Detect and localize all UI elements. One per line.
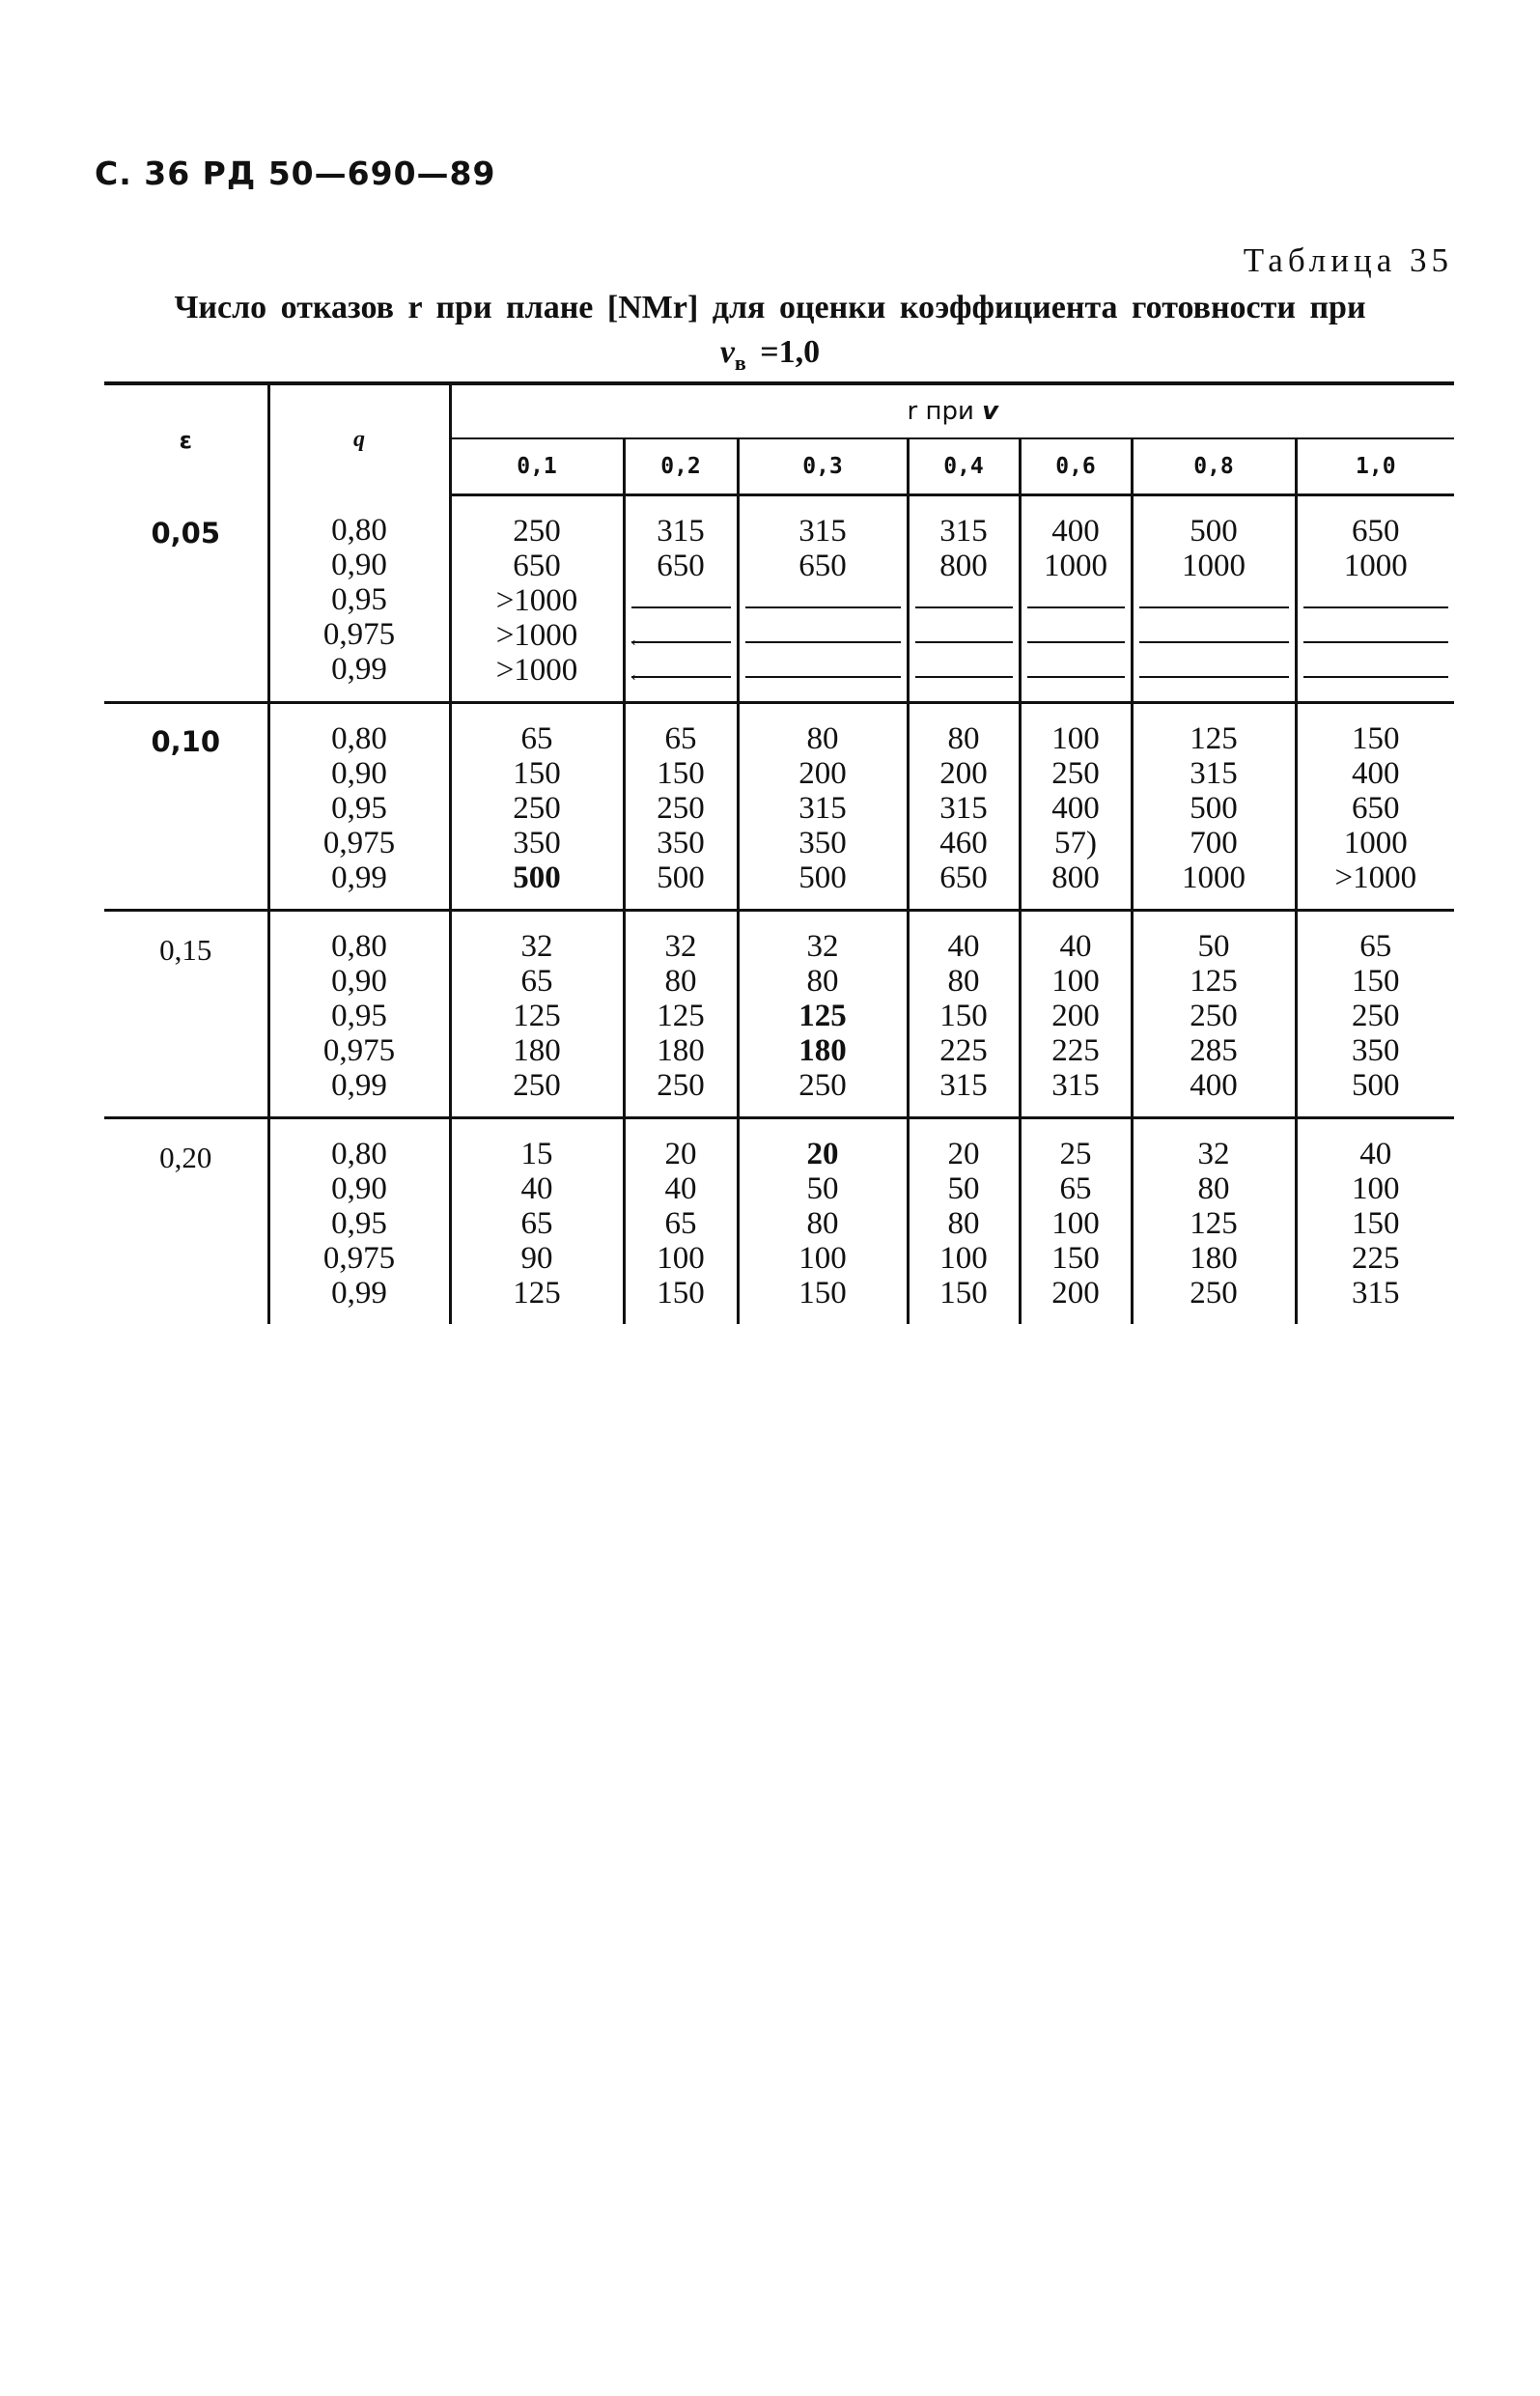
q-value: 0,99 [331,651,387,687]
eps-value: 0,15 [104,911,268,1118]
table-body [104,495,1454,1325]
r-value: 100 [1051,721,1100,756]
q-values [268,911,450,1118]
eps-value: 0,10 [104,703,268,911]
r-values-column [908,495,1020,703]
r-value: 315 [1190,756,1238,791]
r-value: 125 [798,999,847,1033]
q-values [268,703,450,911]
r-value: 100 [657,1241,705,1276]
r-value: 65 [520,721,553,756]
r-values-column [738,911,908,1118]
r-value: 125 [657,999,705,1033]
v-header: 0,3 [738,438,908,495]
r-value: 125 [513,1276,561,1311]
r-value: >1000 [1334,860,1417,895]
v-header: 1,0 [1296,438,1454,495]
v-header: 0,4 [908,438,1020,495]
r-value: 80 [947,964,980,999]
r-values-column [624,911,738,1118]
q-value: 0,80 [331,929,387,964]
r-value: 315 [798,791,847,826]
r-value: 25 [1059,1137,1092,1171]
dash-placeholder [1022,618,1131,653]
table-row [104,911,1454,1118]
v-header: 0,6 [1020,438,1132,495]
r-value: 315 [939,514,988,549]
r-value: 80 [806,721,839,756]
caption-line1: Число отказов r при плане [NMr] для оценки коэффициента готовности при [174,290,1366,325]
q-value: 0,80 [331,1137,387,1171]
r-value: 225 [1352,1241,1400,1276]
table-row [104,495,1454,703]
r-values-column [1132,911,1296,1118]
r-value: 65 [1059,1171,1092,1206]
r-value: 180 [513,1033,561,1068]
r-values-column [624,703,738,911]
r-value: 200 [1051,1276,1100,1311]
r-value: 125 [513,999,561,1033]
dash-placeholder [740,653,907,688]
r-values-column [1020,1118,1132,1325]
data-table [104,381,1454,1324]
r-value: 125 [1190,721,1238,756]
r-values-column [1296,703,1454,911]
r-value: 315 [1051,1068,1100,1103]
r-value: 150 [657,1276,705,1311]
r-value: 100 [939,1241,988,1276]
r-value: 40 [1059,929,1092,964]
dash-placeholder [910,583,1019,618]
dash-placeholder [1298,618,1455,653]
r-value: 40 [664,1171,697,1206]
v-header: 0,1 [450,438,624,495]
r-value: 225 [939,1033,988,1068]
r-value: 150 [657,756,705,791]
q-header: q [268,383,450,495]
r-value: 65 [664,721,697,756]
r-value: 800 [939,549,988,583]
r-value: 250 [1352,999,1400,1033]
r-value: 20 [664,1137,697,1171]
dash-placeholder [740,583,907,618]
q-value: 0,90 [331,756,387,791]
r-value: 315 [798,514,847,549]
eps-value: 0,05 [104,495,268,703]
same-as-left-arrow [626,618,737,653]
caption-var: v [719,334,735,370]
r-value: 180 [1190,1241,1238,1276]
r-value: 125 [1190,1206,1238,1241]
r-value: 65 [520,964,553,999]
r-value: 650 [939,860,988,895]
r-value: 200 [939,756,988,791]
r-values-column [624,1118,738,1325]
r-value: 15 [520,1137,553,1171]
r-value: 150 [939,1276,988,1311]
r-value: 800 [1051,860,1100,895]
q-value: 0,90 [331,964,387,999]
r-value: 350 [1352,1033,1400,1068]
r-value: 50 [806,1171,839,1206]
q-value: 0,95 [331,791,387,826]
dash-placeholder [1298,653,1455,688]
r-value: 225 [1051,1033,1100,1068]
v-header: 0,8 [1132,438,1296,495]
r-value: 65 [664,1206,697,1241]
r-values-column [738,1118,908,1325]
r-value: 20 [806,1137,839,1171]
r-value: 315 [939,1068,988,1103]
dash-placeholder [1022,653,1131,688]
r-value: 80 [806,1206,839,1241]
r-value: 32 [1197,1137,1230,1171]
r-value: 40 [520,1171,553,1206]
r-value: 700 [1190,826,1238,860]
dash-placeholder [910,653,1019,688]
r-value: 250 [1190,1276,1238,1311]
dash-placeholder [1022,583,1131,618]
page-header: С. 36 РД 50—690—89 [95,155,496,192]
r-value: 50 [947,1171,980,1206]
r-values-column [1020,703,1132,911]
r-value: 150 [1352,721,1400,756]
r-values-column [1296,1118,1454,1325]
q-values [268,495,450,703]
r-value: 650 [513,549,561,583]
r-value: 150 [798,1276,847,1311]
dash-placeholder [1298,583,1455,618]
r-value: 1000 [1044,549,1107,583]
q-value: 0,975 [322,1033,396,1068]
r-value: 315 [657,514,705,549]
r-value: 1000 [1182,549,1246,583]
r-value: >1000 [495,618,578,653]
r-value: 315 [939,791,988,826]
dash-placeholder [910,618,1019,653]
eps-header: ε [104,383,268,495]
r-value: 400 [1051,791,1100,826]
r-value: 250 [1051,756,1100,791]
r-value: 650 [1352,514,1400,549]
caption-rest: =1,0 [745,334,821,370]
r-value: 80 [664,964,697,999]
r-value: 250 [798,1068,847,1103]
q-value: 0,90 [331,1171,387,1206]
r-value: 350 [798,826,847,860]
q-value: 0,99 [331,1276,387,1311]
table-number: Таблица 35 [1243,241,1453,279]
r-value: 100 [1051,964,1100,999]
r-values-column [738,495,908,703]
r-value: 20 [947,1137,980,1171]
r-value: 80 [947,1206,980,1241]
r-value: 200 [1051,999,1100,1033]
r-values-column [1296,911,1454,1118]
r-value: 150 [939,999,988,1033]
r-value: 500 [1190,514,1238,549]
q-values [268,1118,450,1325]
r-value: 90 [520,1241,553,1276]
r-value: 32 [664,929,697,964]
r-value: 400 [1051,514,1100,549]
r-value: 150 [1352,964,1400,999]
r-value: 125 [1190,964,1238,999]
r-value: 650 [1352,791,1400,826]
r-values-column [450,495,624,703]
r-value: 250 [513,514,561,549]
r-values-column [738,703,908,911]
r-values-column [450,911,624,1118]
r-value: 65 [520,1206,553,1241]
r-value: 1000 [1343,826,1408,860]
r-value: 80 [806,964,839,999]
r-values-column [908,911,1020,1118]
r-value: 315 [1352,1276,1400,1311]
r-value: 100 [798,1241,847,1276]
r-value: 350 [657,826,705,860]
dash-placeholder [1134,653,1295,688]
r-value: 350 [513,826,561,860]
r-value: 250 [513,1068,561,1103]
r-value: >1000 [495,653,578,688]
dash-placeholder [740,618,907,653]
same-as-left-arrow [626,653,737,688]
q-value: 0,80 [331,512,387,548]
q-value: 0,95 [331,1206,387,1241]
q-value: 0,90 [331,547,387,582]
r-value: 150 [1051,1241,1100,1276]
r-values-column [908,703,1020,911]
r-value: 40 [947,929,980,964]
r-values-column [1020,495,1132,703]
r-value: 250 [513,791,561,826]
r-values-column [908,1118,1020,1325]
r-values-column [624,495,738,703]
r-values-column [1132,1118,1296,1325]
v-header: 0,2 [624,438,738,495]
r-value: >1000 [495,583,578,618]
r-values-column [1132,703,1296,911]
r-value: 1000 [1182,860,1246,895]
r-value: 200 [798,756,847,791]
table-row [104,1118,1454,1325]
q-value: 0,975 [322,1241,396,1276]
group-header [450,383,1454,438]
r-value: 650 [657,549,705,583]
r-value: 500 [657,860,705,895]
q-value: 0,99 [331,860,387,895]
q-value: 0,975 [322,826,396,860]
r-value: 32 [520,929,553,964]
eps-value: 0,20 [159,1141,212,1174]
q-value: 0,99 [331,1068,387,1103]
r-value: 100 [1352,1171,1400,1206]
q-value: 0,95 [331,581,387,617]
r-value: 250 [657,791,705,826]
r-value: 80 [1197,1171,1230,1206]
r-value: 180 [798,1033,847,1068]
caption-sub: в [734,350,746,375]
r-values-column [450,703,624,911]
caption-line2 [97,330,1443,385]
r-value: 460 [939,826,988,860]
r-value: 650 [798,549,847,583]
group-header-var: v [982,397,999,426]
q-value: 0,975 [322,616,396,652]
r-value: 500 [1352,1068,1400,1103]
r-values-column [1020,911,1132,1118]
r-value: 57) [1054,826,1097,860]
r-value: 400 [1190,1068,1238,1103]
r-value: 150 [513,756,561,791]
r-value: 40 [1359,1137,1392,1171]
q-value: 0,80 [331,721,387,756]
r-value: 100 [1051,1206,1100,1241]
r-value: 32 [806,929,839,964]
group-header-prefix: r при [907,397,983,426]
table-row [104,703,1454,911]
q-value: 0,95 [331,999,387,1033]
r-value: 400 [1352,756,1400,791]
r-values-column [450,1118,624,1325]
r-values-column [1132,495,1296,703]
table-caption [97,286,1443,385]
dash-placeholder [1134,583,1295,618]
r-value: 1000 [1343,549,1408,583]
r-value: 250 [657,1068,705,1103]
r-value: 285 [1190,1033,1238,1068]
r-values-column [1296,495,1454,703]
r-value: 150 [1352,1206,1400,1241]
r-value: 65 [1359,929,1392,964]
r-value: 500 [798,860,847,895]
dash-placeholder [1134,618,1295,653]
r-value: 80 [947,721,980,756]
r-value: 50 [1197,929,1230,964]
r-value: 250 [1190,999,1238,1033]
r-value: 500 [513,860,561,895]
dash-placeholder [626,583,737,618]
r-value: 180 [657,1033,705,1068]
r-value: 500 [1190,791,1238,826]
